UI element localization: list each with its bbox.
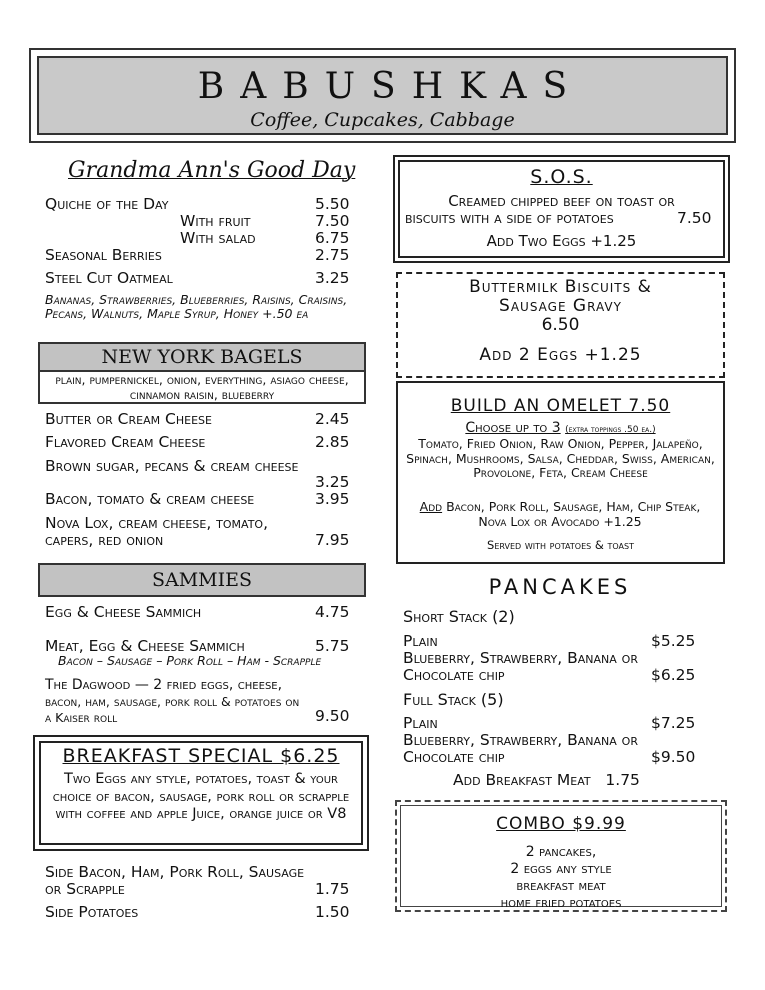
breakfast-special-title: BREAKFAST SPECIAL $6.25 (62, 745, 340, 767)
meat-options: Bacon – Sausage – Pork Roll – Ham - Scrapple (58, 653, 322, 668)
quiche-price: 5.50 (315, 195, 350, 213)
full-fruit-line1: Blueberry, Strawberry, Banana or (403, 731, 638, 749)
short-plain-price: $5.25 (651, 632, 696, 650)
short-fruit-line1: Blueberry, Strawberry, Banana or (403, 649, 638, 667)
omelet-choose: Choose up to 3 (465, 420, 561, 436)
breakfast-special-panel (39, 741, 363, 845)
egg-cheese-label: Egg & Cheese Sammich (45, 603, 202, 621)
combo-title: COMBO $9.99 (496, 814, 626, 834)
pancakes-title: PANCAKES (488, 575, 632, 599)
omelet-add-items: Bacon, Pork Roll, Sausage, Ham, Chip Steak, Nova Lox or Avocado +1.25 (442, 499, 701, 529)
sos-addon: Add Two Eggs +1.25 (486, 232, 637, 250)
omelet-title-text: BUILD AN OMELET 7.50 (450, 396, 671, 416)
biscuits-addon: Add 2 Eggs +1.25 (479, 345, 642, 365)
dagwood-line2: bacon, ham, sausage, pork roll & potatoes on (45, 694, 300, 709)
sos-price: 7.50 (677, 209, 712, 227)
full-plain-price: $7.25 (651, 714, 696, 732)
breakfast-special-description: Two Eggs any style, potatoes, toast & your choice of bacon, sausage, pork roll or scrapple with coffee and apple Juice, orange juice or V8 (52, 771, 350, 822)
biscuits-price: 6.50 (541, 315, 580, 335)
bagel-item-price: 7.95 (315, 531, 350, 549)
quiche-salad-label: With salad (180, 229, 256, 247)
full-fruit-line2: Chocolate chip (403, 748, 505, 766)
full-plain-label: Plain (403, 714, 438, 732)
quiche-label: Quiche of the Day (45, 195, 169, 213)
bagel-item-price: 2.45 (315, 410, 350, 428)
berries-label: Seasonal Berries (45, 246, 162, 264)
menu-header (29, 48, 736, 143)
menu-header-panel (37, 56, 728, 135)
omelet-served: Served with potatoes & toast (487, 538, 634, 552)
quiche-salad-price: 6.75 (315, 229, 350, 247)
bagel-item-label-cont: capers, red onion (45, 531, 164, 549)
bagel-item-price: 3.25 (315, 473, 350, 491)
egg-cheese-price: 4.75 (315, 603, 350, 621)
oatmeal-price: 3.25 (315, 269, 350, 287)
sos-line2: biscuits with a side of potatoes (405, 209, 614, 227)
omelet-add-label: Add (419, 499, 443, 514)
meat-egg-price: 5.75 (315, 637, 350, 655)
dagwood-line3: a Kaiser roll (45, 710, 118, 725)
combo-box (395, 800, 727, 912)
omelet-toppings: Tomato, Fried Onion, Raw Onion, Pepper, Jalapeño, Spinach, Mushrooms, Salsa, Cheddar, Swiss, American, Provolone, Feta, Cream Cheese (406, 436, 715, 480)
side-meat-line2: or Scrapple (45, 880, 125, 898)
side-meat-price: 1.75 (315, 880, 350, 898)
bagel-item-price: 3.95 (315, 490, 350, 508)
combo-item: home fried potatoes (500, 895, 622, 911)
side-potatoes-price: 1.50 (315, 903, 350, 921)
restaurant-tagline: Coffee, Cupcakes, Cabbage (250, 109, 515, 131)
side-potatoes-label: Side Potatoes (45, 903, 139, 921)
dagwood-price: 9.50 (315, 707, 350, 725)
meat-egg-label: Meat, Egg & Cheese Sammich (45, 637, 245, 655)
dagwood-line1: The Dagwood — 2 fried eggs, cheese, (45, 677, 283, 693)
short-fruit-line2: Chocolate chip (403, 666, 505, 684)
pancake-meat-addon: Add Breakfast Meat 1.75 (453, 771, 640, 789)
short-fruit-price: $6.25 (651, 666, 696, 684)
omelet-addons (410, 500, 710, 529)
full-fruit-price: $9.50 (651, 748, 696, 766)
short-plain-label: Plain (403, 632, 438, 650)
combo-item: 2 eggs any style (510, 861, 612, 877)
oatmeal-toppings: Bananas, Strawberries, Blueberries, Raisins, Craisins, Pecans, Walnuts, Maple Syrup, Honey +.50 ea (45, 292, 348, 321)
biscuits-line1: Buttermilk Biscuits & (469, 277, 652, 297)
full-stack-label: Full Stack (5) (403, 690, 504, 709)
bagel-flavors: plain, pumpernickel, onion, everything, asiago cheese, cinnamon raisin, blueberry (38, 370, 366, 404)
omelet-choose-line (396, 420, 725, 436)
quiche-fruit-price: 7.50 (315, 212, 350, 230)
oatmeal-label: Steel Cut Oatmeal (45, 269, 173, 287)
bagel-item-label: Nova Lox, cream cheese, tomato, (45, 514, 269, 532)
combo-item: 2 pancakes, (525, 844, 597, 860)
quiche-fruit-label: With fruit (180, 212, 251, 230)
good-day-title: Grandma Ann's Good Day (68, 158, 356, 183)
sos-line1: Creamed chipped beef on toast or (448, 192, 675, 210)
omelet-extra-price: (extra toppings .50 ea.) (565, 425, 656, 435)
bagel-item-label: Flavored Cream Cheese (45, 433, 206, 451)
sos-title: S.O.S. (530, 166, 593, 188)
combo-item: breakfast meat (516, 878, 606, 894)
breakfast-special-box (33, 735, 369, 851)
bagel-item-label: Butter or Cream Cheese (45, 410, 212, 428)
omelet-title (396, 396, 725, 416)
sammies-banner: SAMMIES (38, 563, 366, 597)
bagel-item-label: Bacon, tomato & cream cheese (45, 490, 255, 508)
combo-panel (400, 805, 722, 911)
short-stack-label: Short Stack (2) (403, 607, 515, 626)
biscuits-line2: Sausage Gravy (499, 296, 622, 316)
bagel-item-label: Brown sugar, pecans & cream cheese (45, 457, 299, 475)
restaurant-name: BABUSHKAS (197, 66, 584, 107)
bagels-banner: NEW YORK BAGELS (38, 342, 366, 372)
berries-price: 2.75 (315, 246, 350, 264)
side-meat-line1: Side Bacon, Ham, Pork Roll, Sausage (45, 863, 305, 881)
bagel-item-price: 2.85 (315, 433, 350, 451)
